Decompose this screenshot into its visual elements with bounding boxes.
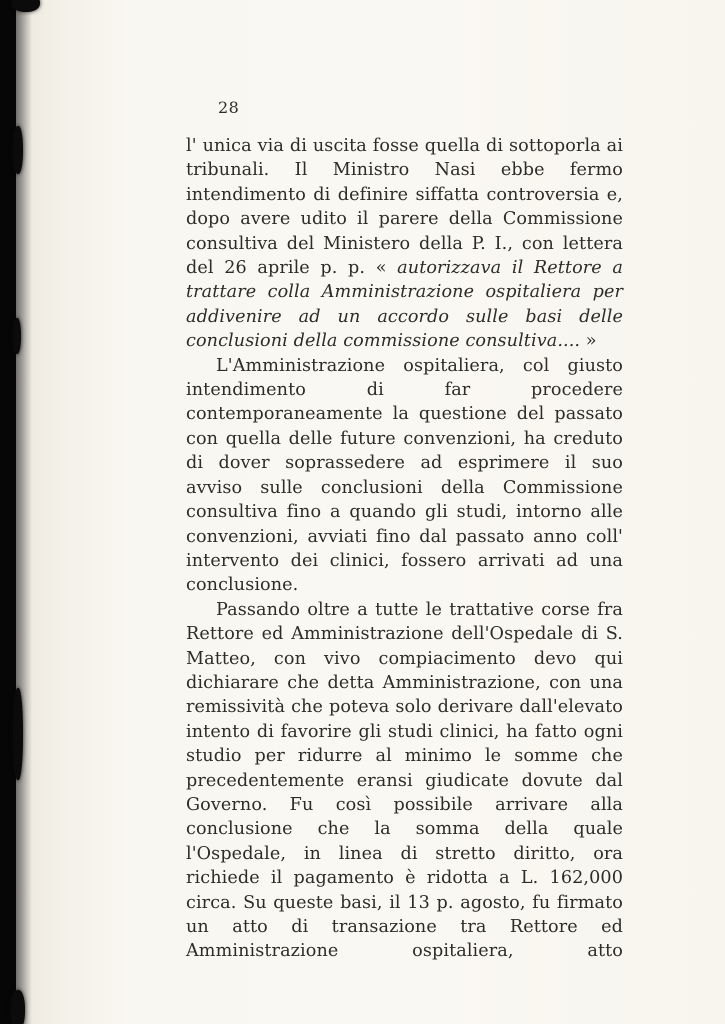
page-text [186, 134, 623, 964]
closing-guillemet: » [580, 331, 597, 352]
scan-artifact [12, 0, 40, 12]
paragraph-3: Passando oltre a tutte le trattative corse fra Rettore ed Amministrazione dell'Ospedale di S. Matteo, con vivo compiacimento devo qui dichiarare che detta Amministrazione, con una remissività che poteva solo derivare dall'elevato intento di favorire gli studi clinici, ha fatto ogni studio per ridurre al minimo le somme che precedentemente eransi giudicate dovute dal Governo. Fu così possibile arrivare alla conclusione che la somma della quale l'Ospedale, in linea di stretto diritto, ora richiede il pagamento è ridotta a L. 162,000 circa. Su queste basi, il 13 p. agosto, fu firmato un atto di transazione tra Rettore ed Amministrazione ospitaliera, atto [186, 599, 623, 962]
paragraph-1-quoted-decree: autorizzava il Rettore a trattare colla Amministrazione ospitaliera per addivenire ad un accordo sulle basi delle conclusioni della commissione consultiva.... [186, 258, 623, 352]
scan-artifact [11, 990, 25, 1024]
paragraph-1-roman: l' unica via di uscita fosse quella di sottoporla ai tribunali. Il Ministro Nasi ebbe fermo intendimento di definire siffatta controversia e, dopo avere udito il parere della Commissione consultiva del Ministero della P. I., con lettera del 26 aprile p. p. « [186, 136, 623, 279]
paragraph-2: L'Amministrazione ospitaliera, col giusto intendimento di far procedere contemporaneamente la questione del passato con quella delle future convenzioni, ha creduto di dover soprassedere ad esprimere il suo avviso sulle conclusioni della Commissione consultiva fino a quando gli studi, intorno alle convenzioni, avviati fino dal passato anno coll' intervento dei clinici, fossero arrivati ad una conclusione. [186, 355, 623, 596]
scan-artifact [13, 318, 21, 354]
scan-artifact [13, 688, 23, 780]
paragraph-continuation [186, 134, 623, 354]
scan-artifact [13, 126, 23, 174]
page-number: 28 [218, 98, 240, 117]
